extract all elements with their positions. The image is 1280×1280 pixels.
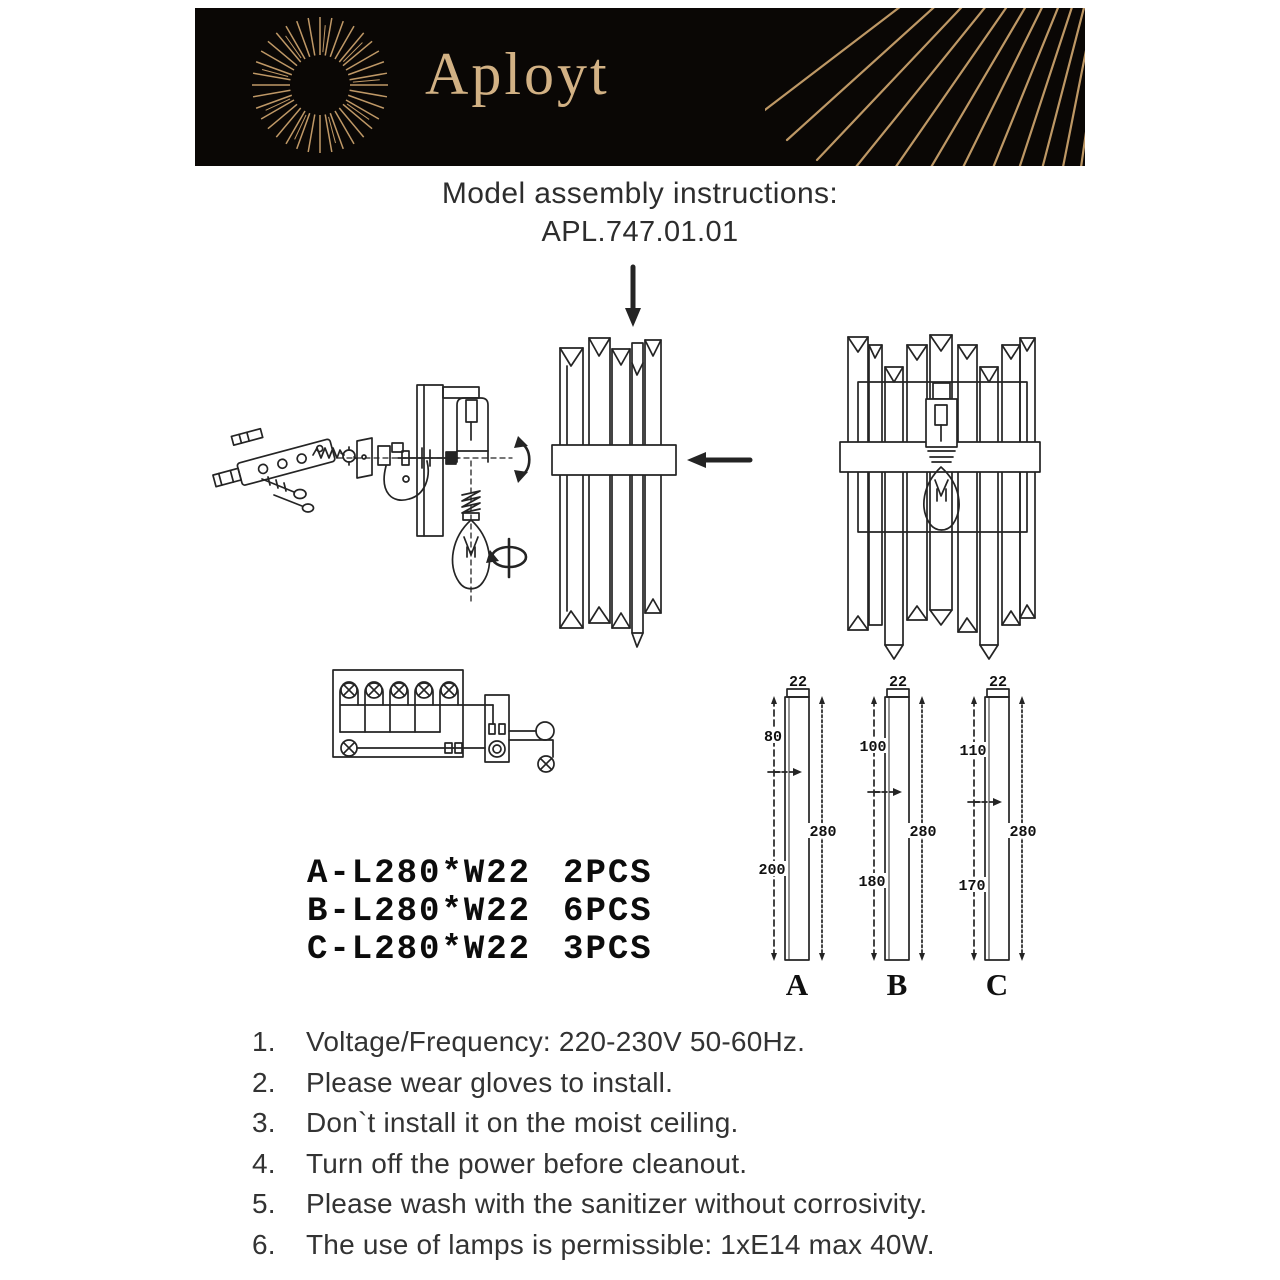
exploded-view-drawing (212, 385, 530, 605)
screw (262, 477, 314, 512)
lamp-symbol (365, 682, 383, 732)
instruction-text: Don`t install it on the moist ceiling. (306, 1107, 739, 1138)
lamp-symbol (341, 740, 357, 756)
rotate-icon (514, 436, 529, 483)
instructions-list (252, 1022, 1082, 1265)
dim-lower: 180 (858, 874, 886, 891)
insert-left-arrow-icon (687, 452, 750, 468)
terminal-circle (536, 722, 554, 740)
wall-anchor (231, 429, 262, 445)
model-number: APL.747.01.01 (541, 216, 739, 248)
part-qty: 2PCS (563, 855, 653, 893)
wiring-diagram (308, 652, 598, 810)
part-code: C-L280*W22 (307, 931, 532, 969)
lamp-socket (457, 398, 488, 462)
dimension-diagram (742, 658, 1062, 1003)
sunburst-logo-icon (245, 10, 395, 160)
instruction-text: Please wear gloves to install. (306, 1066, 674, 1098)
part-spec-row (307, 931, 653, 969)
spring (313, 448, 343, 458)
header-banner (195, 8, 1085, 166)
brand-name: Aployt (425, 41, 610, 107)
page-title: Model assembly instructions: (441, 177, 839, 210)
instruction-number: 4. (252, 1147, 276, 1179)
insert-down-arrow-icon (625, 267, 641, 327)
assembled-lamp-drawing (840, 335, 1040, 659)
part-code: B-L280*W22 (307, 893, 532, 931)
instruction-text: The use of lamps is permissible: 1xE14 max 40W. (306, 1228, 935, 1260)
dim-total: 280 (809, 824, 837, 841)
part-spec-row (307, 893, 653, 931)
part-code: A-L280*W22 (307, 855, 532, 893)
instruction-item (252, 1225, 1082, 1266)
instruction-item (252, 1144, 1082, 1185)
instruction-item (252, 1022, 1082, 1063)
dim-upper: 110 (959, 743, 987, 760)
dim-lower: 170 (958, 878, 986, 895)
instruction-item (252, 1063, 1082, 1104)
instruction-number: 3. (252, 1107, 276, 1138)
drawing-label: A (785, 967, 809, 1002)
washer (341, 447, 357, 465)
instruction-text: Voltage/Frequency: 220-230V 50-60Hz. (306, 1026, 806, 1057)
dimension-drawing-a (756, 674, 838, 1002)
assembly-diagram (190, 255, 1090, 675)
part-qty: 6PCS (563, 893, 653, 931)
dim-top-width: 22 (788, 674, 808, 691)
instruction-item (252, 1103, 1082, 1144)
dim-total: 280 (1009, 824, 1037, 841)
dim-top-width: 22 (888, 674, 908, 691)
drawing-label: C (985, 967, 1009, 1002)
instruction-number: 6. (252, 1228, 276, 1260)
lamp-symbol (340, 682, 358, 732)
instruction-text: Please wash with the sanitizer without corrosivity. (306, 1188, 928, 1219)
instruction-number: 2. (252, 1066, 276, 1098)
instruction-item (252, 1184, 1082, 1225)
dimension-drawing-c (956, 674, 1038, 1002)
parts-list (307, 855, 653, 969)
lamp-symbol (440, 682, 458, 732)
crystal-shade-drawing (552, 267, 750, 647)
dim-upper: 80 (763, 729, 783, 746)
decorative-rays (765, 8, 1085, 166)
drawing-label: B (886, 967, 908, 1002)
dim-total: 280 (909, 824, 937, 841)
title-block (0, 176, 1280, 249)
lamp-symbol (390, 682, 408, 732)
dim-upper: 100 (859, 739, 887, 756)
part-qty: 3PCS (563, 931, 653, 969)
rotate-bulb-icon (486, 539, 526, 577)
lamp-symbol (415, 682, 433, 732)
dim-lower: 200 (758, 862, 786, 879)
dimension-drawing-b (856, 674, 938, 1002)
instruction-number: 1. (252, 1026, 276, 1057)
part-spec-row (307, 855, 653, 893)
lamp-symbol (538, 756, 554, 772)
dim-top-width: 22 (988, 674, 1008, 691)
instruction-text: Turn off the power before cleanout. (306, 1147, 748, 1179)
instruction-number: 5. (252, 1188, 276, 1219)
